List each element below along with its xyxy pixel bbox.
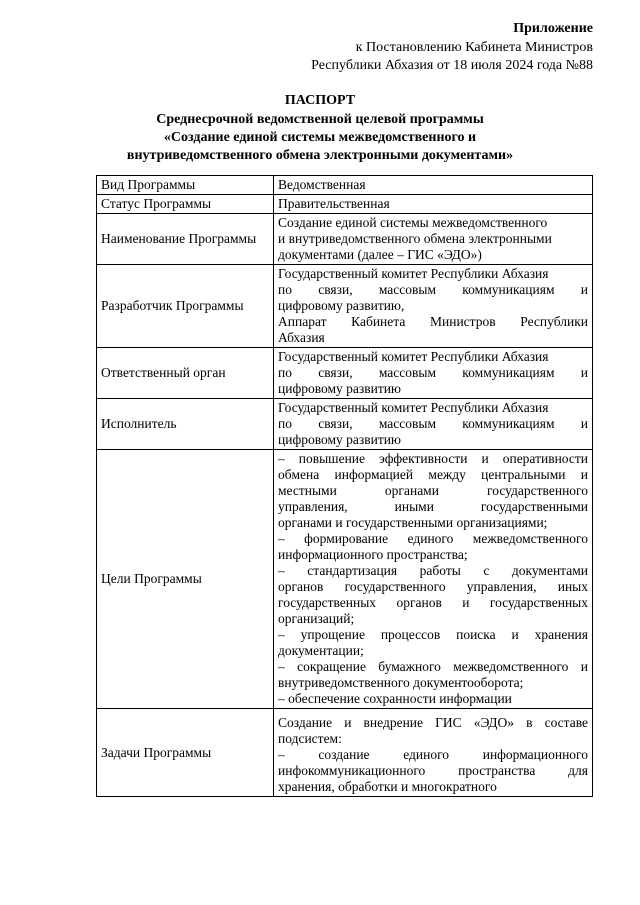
- value-line: подсистем:: [278, 731, 342, 746]
- row-label: Разработчик Программы: [97, 265, 274, 348]
- value-line: организаций;: [278, 611, 355, 626]
- table-row-goals: [97, 450, 593, 709]
- row-value: [274, 195, 593, 214]
- table-row-name: [97, 214, 593, 265]
- row-label: Ответственный орган: [97, 348, 274, 399]
- value-line: Создание единой системы межведомственного: [278, 215, 548, 230]
- value-line: обмена информацией между центральными и: [278, 467, 588, 482]
- value-line: хранения, обработки и многократного: [278, 779, 497, 794]
- appendix-header: [311, 20, 593, 76]
- value-line: органов государственного управления, иных: [278, 579, 588, 594]
- row-value: [274, 348, 593, 399]
- row-value: [274, 214, 593, 265]
- passport-subtitle-3: внутриведомственного обмена электронными документами»: [126, 148, 514, 163]
- row-value: [274, 265, 593, 348]
- row-label: Статус Программы: [97, 195, 274, 214]
- row-label: Задачи Программы: [97, 709, 274, 797]
- table-row-type: [97, 176, 593, 195]
- row-value: [274, 399, 593, 450]
- passport-table: [96, 175, 593, 797]
- value-line: цифровому развитию,: [278, 298, 405, 313]
- row-value: [274, 176, 593, 195]
- value-line: – повышение эффективности и оперативности: [278, 451, 588, 466]
- value-line: по связи, массовым коммуникациям и: [278, 416, 588, 431]
- value-line: – обеспечение сохранности информации: [278, 691, 512, 706]
- appendix-line-2: Республики Абхазия от 18 июля 2024 года №88: [311, 58, 593, 73]
- value-line: по связи, массовым коммуникациям и: [278, 365, 588, 380]
- value-line: внутриведомственного документооборота;: [278, 675, 524, 690]
- value-line: цифровому развитию: [278, 432, 402, 447]
- row-value: [274, 709, 593, 797]
- value-line: – создание единого информационного: [278, 747, 588, 762]
- row-label: Наименование Программы: [97, 214, 274, 265]
- passport-title-block: [0, 92, 640, 165]
- value-line: местными органами государственного: [278, 483, 588, 498]
- value-line: Государственный комитет Республики Абхазия: [278, 349, 549, 364]
- passport-subtitle-1: Среднесрочной ведомственной целевой программы: [156, 112, 484, 127]
- table-row-responsible: [97, 348, 593, 399]
- value-line: Создание и внедрение ГИС «ЭДО» в составе: [278, 715, 588, 730]
- value-line: – сокращение бумажного межведомственного и: [278, 659, 588, 674]
- value-line: – стандартизация работы с документами: [278, 563, 588, 578]
- passport-subtitle-2: «Создание единой системы межведомственного и: [163, 130, 477, 145]
- value-line: информационного пространства;: [278, 547, 468, 562]
- value-line: Аппарат Кабинета Министров Республики: [278, 314, 588, 329]
- row-label: Цели Программы: [97, 450, 274, 709]
- value-line: по связи, массовым коммуникациям и: [278, 282, 588, 297]
- value-line: – формирование единого межведомственного: [278, 531, 588, 546]
- table-row-executor: [97, 399, 593, 450]
- value-line: – упрощение процессов поиска и хранения: [278, 627, 588, 642]
- table-row-developer: [97, 265, 593, 348]
- table-row-tasks: [97, 709, 593, 797]
- value-line: государственных органов и государственных: [278, 595, 588, 610]
- passport-heading: ПАСПОРТ: [284, 93, 356, 108]
- value-line: управления, иными государственными: [278, 499, 588, 514]
- value-line: Ведомственная: [278, 177, 366, 192]
- table-row-status: [97, 195, 593, 214]
- appendix-title: Приложение: [513, 21, 593, 36]
- value-line: документации;: [278, 643, 364, 658]
- row-label: Вид Программы: [97, 176, 274, 195]
- value-line: инфокоммуникационного пространства для: [278, 763, 588, 778]
- row-label: Исполнитель: [97, 399, 274, 450]
- row-value: [274, 450, 593, 709]
- value-line: цифровому развитию: [278, 381, 402, 396]
- value-line: Государственный комитет Республики Абхазия: [278, 400, 549, 415]
- value-line: Правительственная: [278, 196, 390, 211]
- value-line: Государственный комитет Республики Абхазия: [278, 266, 549, 281]
- value-line: органами и государственными организациями;: [278, 515, 548, 530]
- appendix-line-1: к Постановлению Кабинета Министров: [355, 39, 593, 55]
- value-line: Абхазия: [278, 330, 325, 345]
- value-line: и внутриведомственного обмена электронными: [278, 231, 552, 246]
- value-line: документами (далее – ГИС «ЭДО»): [278, 247, 482, 262]
